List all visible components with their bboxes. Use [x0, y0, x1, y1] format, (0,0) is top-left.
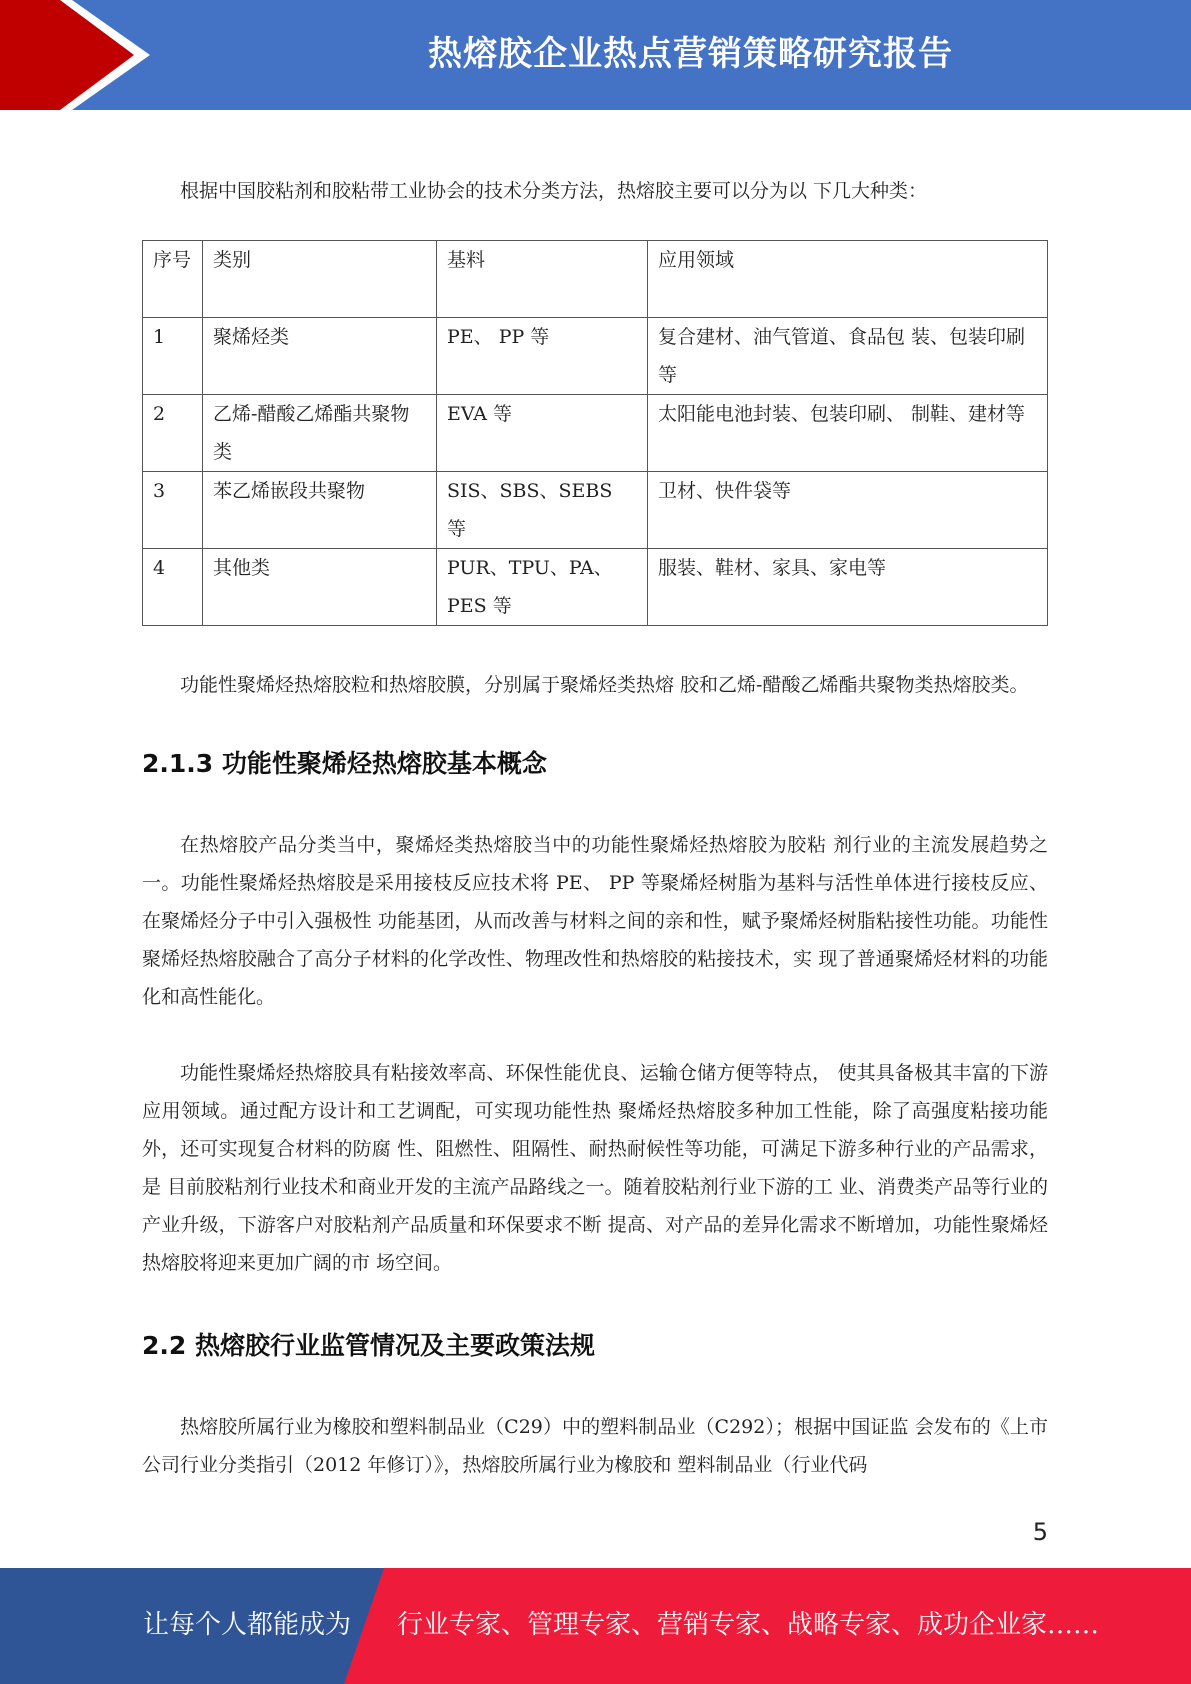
classification-table: [142, 240, 1048, 626]
table-row: [143, 318, 1048, 395]
section-heading: 2.2 热熔胶行业监管情况及主要政策法规: [142, 1331, 595, 1360]
table-header-cell: 基料: [437, 241, 648, 318]
table-cell: 太阳能电池封装、包装印刷、 制鞋、建材等: [648, 395, 1048, 472]
table-row: [143, 472, 1048, 549]
header-title: 热熔胶企业热点营销策略研究报告: [428, 34, 953, 74]
table-cell: 苯乙烯嵌段共聚物: [203, 472, 437, 549]
paragraph: 功能性聚烯烃热熔胶粒和热熔胶膜，分别属于聚烯烃类热熔 胶和乙烯-醋酸乙烯酯共聚物类热熔胶类。: [180, 674, 1029, 696]
table-cell: 服装、鞋材、家具、家电等: [648, 549, 1048, 626]
table-cell: 4: [143, 549, 203, 626]
table-cell: 聚烯烃类: [203, 318, 437, 395]
table-header-row: [143, 241, 1048, 318]
footer-slogan-left: 让每个人都能成为: [143, 1610, 352, 1640]
header-red-chevron: [0, 0, 160, 110]
page-footer: [0, 1568, 1191, 1684]
document-body: [142, 172, 1048, 1484]
table-cell: EVA 等: [437, 395, 648, 472]
table-cell: 复合建材、油气管道、食品包 装、包装印刷等: [648, 318, 1048, 395]
table-cell: 乙烯-醋酸乙烯酯共聚物类: [203, 395, 437, 472]
section-heading: 2.1.3 功能性聚烯烃热熔胶基本概念: [142, 749, 547, 778]
table-header-cell: 类别: [203, 241, 437, 318]
page-header: [0, 0, 1191, 110]
table-cell: 1: [143, 318, 203, 395]
table-row: [143, 549, 1048, 626]
paragraph: 功能性聚烯烃热熔胶具有粘接效率高、环保性能优良、运输仓储方便等特点， 使其具备极其丰富的下游应用领域。通过配方设计和工艺调配，可实现功能性热 聚烯烃热熔胶多种加工性能，除了高强度粘接功能外，还可实现复合材料的防腐 性、阻燃性、阻隔性、耐热耐候性等功能，可满足下游多种行业的产品需求，是 目前胶粘剂行业技术和商业开发的主流产品路线之一。随着胶粘剂行业下游的工 业、消费类产品等行业的产业升级，下游客户对胶粘剂产品质量和环保要求不断 提高、对产品的差异化需求不断增加，功能性聚烯烃热熔胶将迎来更加广阔的市 场空间。: [142, 1062, 1048, 1274]
table-cell: PE、 PP 等: [437, 318, 648, 395]
intro-paragraph: 根据中国胶粘剂和胶粘带工业协会的技术分类方法，热熔胶主要可以分为以 下几大种类：: [180, 180, 928, 202]
page-number: 5: [1032, 1518, 1048, 1546]
table-cell: 其他类: [203, 549, 437, 626]
table-cell: 2: [143, 395, 203, 472]
table-cell: SIS、SBS、SEBS 等: [437, 472, 648, 549]
footer-slogan-right: 行业专家、管理专家、营销专家、战略专家、成功企业家……: [397, 1610, 1100, 1640]
table-header-cell: 序号: [143, 241, 203, 318]
table-cell: 卫材、快件袋等: [648, 472, 1048, 549]
table-row: [143, 395, 1048, 472]
table-cell: 3: [143, 472, 203, 549]
table-header-cell: 应用领域: [648, 241, 1048, 318]
paragraph: 在热熔胶产品分类当中，聚烯烃类热熔胶当中的功能性聚烯烃热熔胶为胶粘 剂行业的主流发展趋势之一。功能性聚烯烃热熔胶是采用接枝反应技术将 PE、 PP 等聚烯烃树脂为基料与活性单体进行接枝反应、在聚烯烃分子中引入强极性 功能基团，从而改善与材料之间的亲和性，赋予聚烯烃树脂粘接性功能。功能性 聚烯烃热熔胶融合了高分子材料的化学改性、物理改性和热熔胶的粘接技术，实 现了普通聚烯烃材料的功能化和高性能化。: [142, 834, 1048, 1008]
paragraph: 热熔胶所属行业为橡胶和塑料制品业（C29）中的塑料制品业（C292）；根据中国证监 会发布的《上市公司行业分类指引（2012 年修订）》，热熔胶所属行业为橡胶和 塑料制品业（行业代码: [142, 1416, 1048, 1476]
table-cell: PUR、TPU、PA、PES 等: [437, 549, 648, 626]
